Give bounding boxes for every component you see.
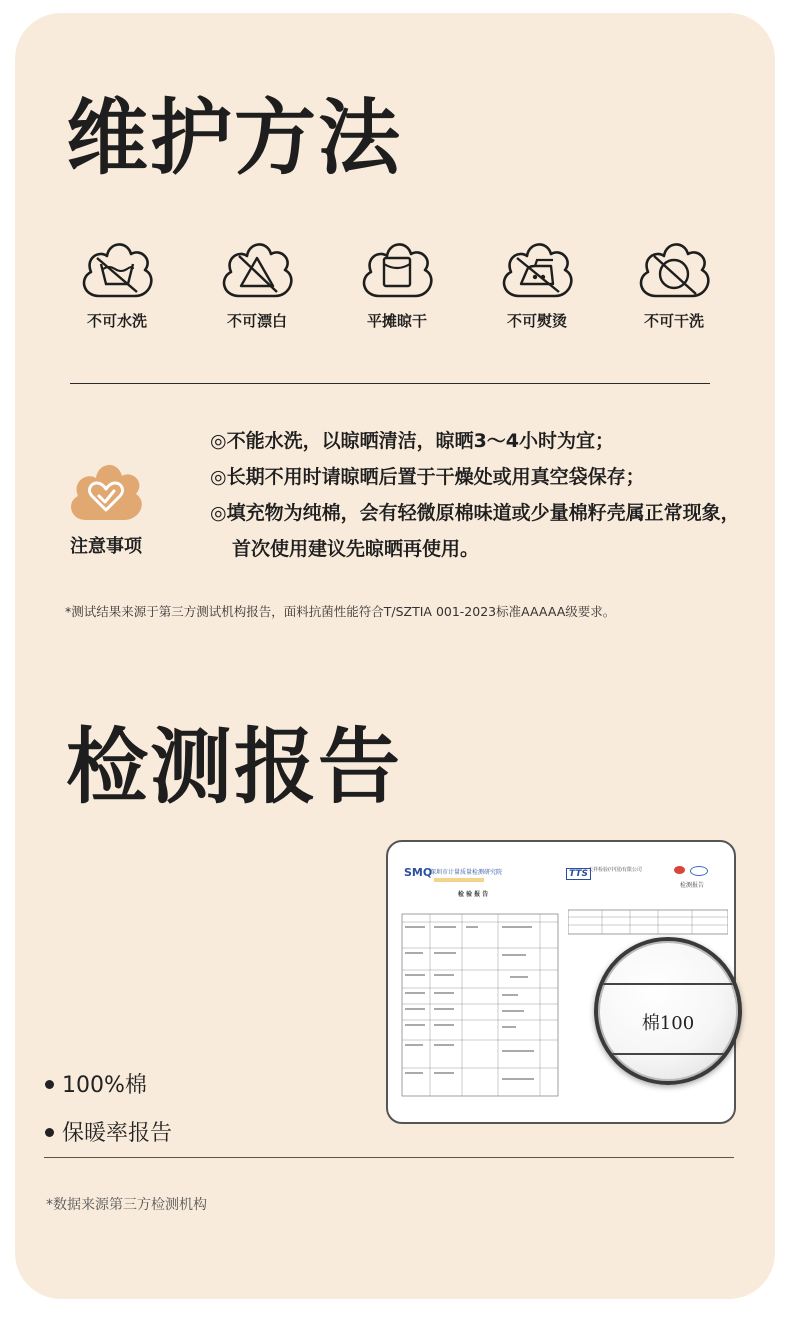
note-item: ◎填充物为纯棉，会有轻微原棉味道或少量棉籽壳属正常现象，首次使用建议先晾晒再使用。 bbox=[210, 502, 740, 560]
care-label-no-water-wash: 不可水洗 bbox=[86, 312, 147, 330]
notes-list bbox=[210, 423, 740, 567]
cnas-badge bbox=[674, 866, 685, 874]
care-divider bbox=[70, 383, 710, 384]
smq-logo: SMQ bbox=[404, 866, 433, 879]
care-label-no-bleach: 不可漂白 bbox=[226, 312, 287, 330]
report-bullet bbox=[45, 1068, 147, 1099]
report-table-left bbox=[400, 900, 562, 1100]
magnifier-lens bbox=[594, 937, 742, 1085]
dry-flat-icon bbox=[357, 236, 437, 300]
ilac-badge bbox=[690, 866, 708, 876]
note-item: ◎长期不用时请晾晒后置于干燥处或用真空袋保存； bbox=[210, 466, 645, 488]
smq-report-heading: 检 验 报 告 bbox=[458, 891, 489, 898]
report-bullet bbox=[45, 1116, 172, 1147]
bullet-dot bbox=[45, 1080, 54, 1089]
care-item-no-dry-clean bbox=[626, 236, 722, 331]
no-water-wash-icon bbox=[77, 236, 157, 300]
notes-badge-label: 注意事项 bbox=[70, 536, 142, 557]
care-label-no-dry-clean: 不可干洗 bbox=[643, 312, 704, 330]
smq-banner bbox=[434, 878, 484, 882]
report-table-right bbox=[568, 908, 728, 938]
care-item-no-iron bbox=[489, 236, 585, 331]
care-item-no-bleach bbox=[209, 236, 305, 331]
care-section-title: 维护方法 bbox=[66, 91, 403, 186]
care-item-no-water-wash bbox=[69, 236, 165, 331]
magnifier-row-line bbox=[598, 1053, 738, 1055]
bullet-text: 100%棉 bbox=[62, 1073, 147, 1098]
report-section-title: 检测报告 bbox=[66, 720, 403, 815]
care-item-dry-flat bbox=[349, 236, 445, 331]
cotton-heart-icon bbox=[66, 458, 146, 524]
tts-logo: TTS bbox=[566, 868, 591, 880]
tts-org-name: 天祥检验(中国)有限公司 bbox=[588, 867, 642, 873]
care-label-no-iron: 不可熨烫 bbox=[506, 312, 567, 330]
bullet-text: 保暖率报告 bbox=[62, 1121, 173, 1146]
magnifier-row-line bbox=[598, 983, 738, 985]
note-item: ◎不能水洗，以晾晒清洁，晾晒3～4小时为宜； bbox=[210, 430, 615, 452]
magnified-cotton-text: 棉100 bbox=[641, 1013, 695, 1034]
no-dry-clean-icon bbox=[634, 236, 714, 300]
no-iron-icon bbox=[497, 236, 577, 300]
bullet-dot bbox=[45, 1128, 54, 1137]
report-divider bbox=[44, 1157, 734, 1158]
report-footnote: *数据来源第三方检测机构 bbox=[46, 1197, 207, 1213]
notes-badge bbox=[62, 458, 150, 558]
test-footnote: *测试结果来源于第三方测试机构报告，面料抗菌性能符合T/SZTIA 001-2023标准AAAAA级要求。 bbox=[65, 604, 616, 619]
tts-report-heading: 检测报告 bbox=[680, 882, 705, 889]
no-bleach-icon bbox=[217, 236, 297, 300]
smq-org-name: 深圳市计量质量检测研究院 bbox=[430, 869, 503, 876]
care-label-dry-flat: 平摊晾干 bbox=[366, 312, 427, 330]
